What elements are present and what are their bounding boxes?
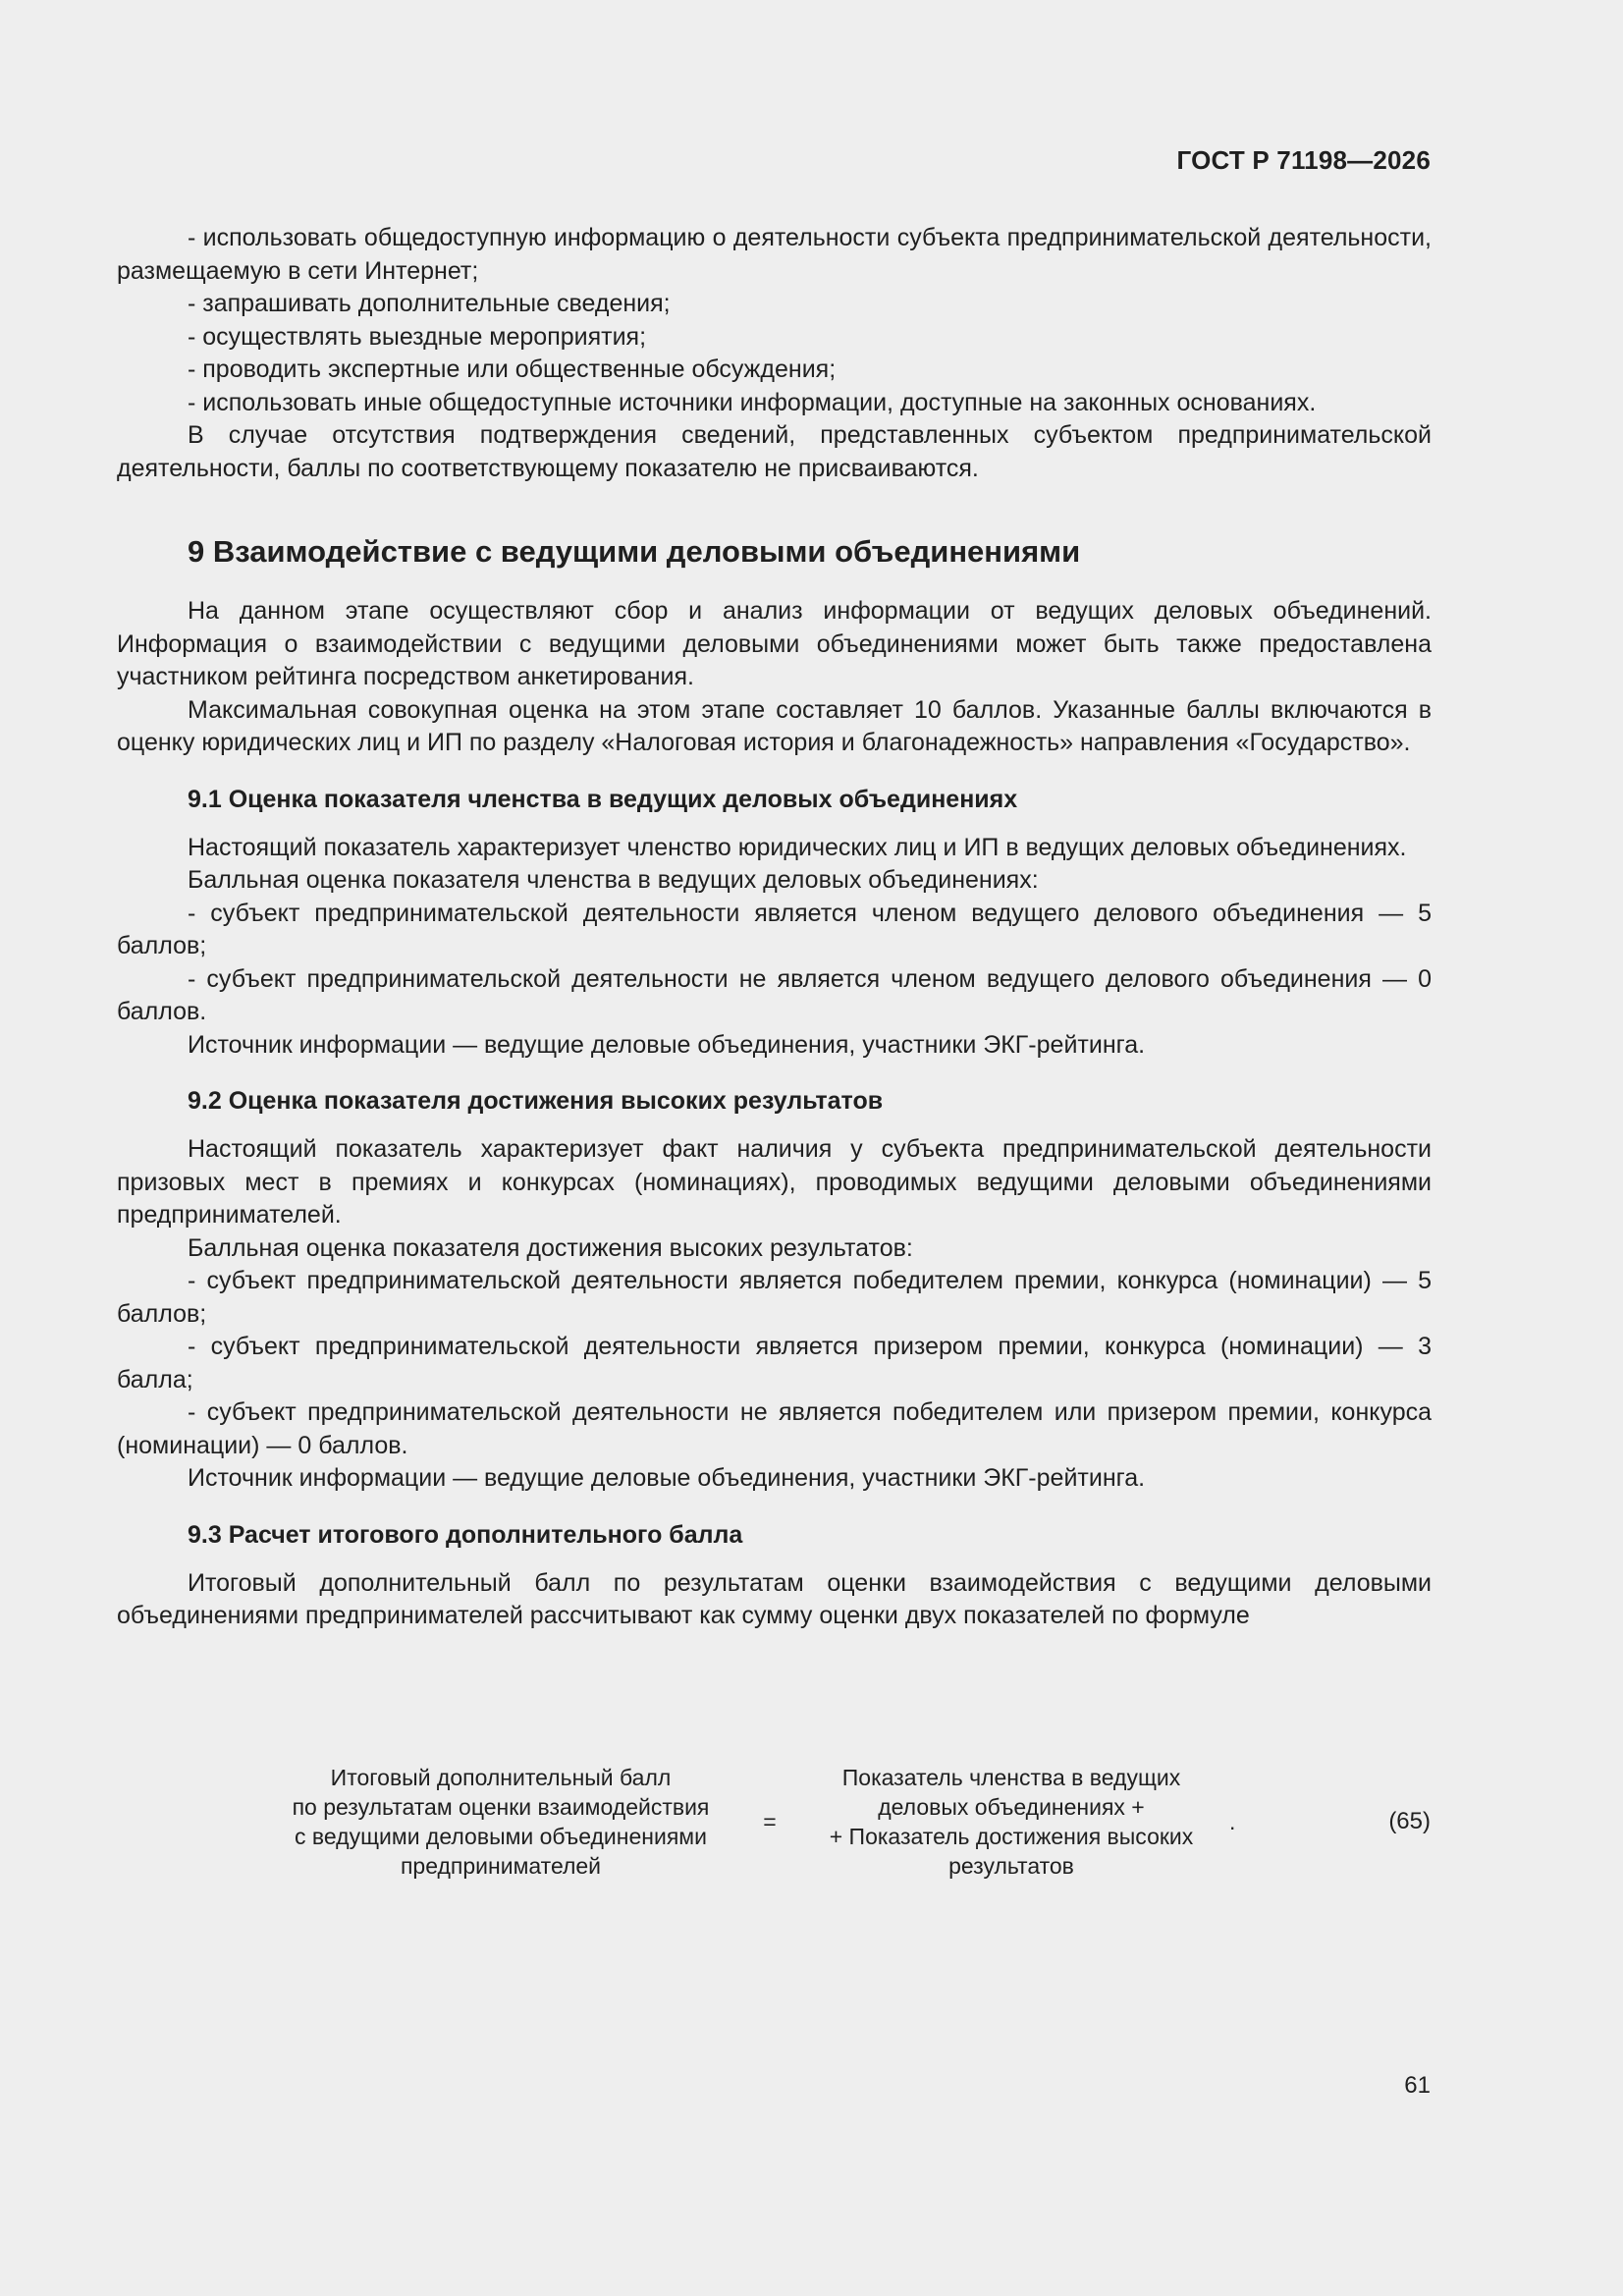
- document-code: ГОСТ Р 71198—2026: [1176, 145, 1431, 175]
- formula-right-side: [795, 1763, 1227, 1881]
- paragraph: Источник информации — ведущие деловые объединения, участники ЭКГ-рейтинга.: [188, 1030, 1146, 1059]
- list-item: - субъект предпринимательской деятельности является членом ведущего делового объединения — 5 баллов;: [117, 899, 1432, 959]
- formula-right-line: + Показатель достижения высоких: [829, 1824, 1194, 1849]
- list-item: - субъект предпринимательской деятельности является победителем премии, конкурса (номинации) — 5 баллов;: [117, 1267, 1432, 1328]
- formula-right-line: результатов: [948, 1853, 1074, 1879]
- formula-equals: =: [763, 1809, 777, 1834]
- subsection-heading: 9.3 Расчет итогового дополнительного балла: [188, 1520, 743, 1549]
- formula-terminator: .: [1229, 1809, 1236, 1834]
- paragraph: Настоящий показатель характеризует факт наличия у субъекта предпринимательской деятельности призовых мест в премиях и конкурсах (номинациях), проводимых ведущими деловыми объединениями предпринимателей.: [117, 1135, 1432, 1229]
- formula-right-line: Показатель членства в ведущих: [841, 1765, 1181, 1790]
- paragraph: Источник информации — ведущие деловые объединения, участники ЭКГ-рейтинга.: [188, 1464, 1146, 1492]
- paragraph: Балльная оценка показателя достижения высоких результатов:: [188, 1233, 913, 1262]
- paragraph: Итоговый дополнительный балл по результатам оценки взаимодействия с ведущими деловыми объединениями предпринимателей рассчитывают как сумму оценки двух показателей по формуле: [117, 1568, 1432, 1629]
- formula-left-line: с ведущими деловыми объединениями: [295, 1824, 707, 1849]
- formula-right-line: деловых объединениях +: [878, 1794, 1145, 1820]
- list-item: - проводить экспертные или общественные обсуждения;: [188, 355, 837, 383]
- list-item: - осуществлять выездные мероприятия;: [188, 322, 647, 351]
- section-heading: 9 Взаимодействие с ведущими деловыми объединениями: [188, 534, 1081, 569]
- page-number: 61: [1404, 2072, 1431, 2099]
- list-item: - субъект предпринимательской деятельности не является членом ведущего делового объединения — 0 баллов.: [117, 964, 1432, 1025]
- paragraph: На данном этапе осуществляют сбор и анализ информации от ведущих деловых объединений. Информация о взаимодействии с ведущими деловыми объединениями может быть также предоставлена участником рейтинга посредством анкетирования.: [117, 597, 1432, 690]
- subsection-heading: 9.1 Оценка показателя членства в ведущих деловых объединениях: [188, 785, 1018, 813]
- formula-left-line: Итоговый дополнительный балл: [330, 1765, 672, 1790]
- formula-left-side: [265, 1763, 736, 1881]
- paragraph: Балльная оценка показателя членства в ведущих деловых объединениях:: [188, 866, 1039, 894]
- list-item: - субъект предпринимательской деятельности является призером премии, конкурса (номинации) — 3 балла;: [117, 1333, 1432, 1394]
- list-item: - субъект предпринимательской деятельности не является победителем или призером премии, конкурса (номинации) — 0 баллов.: [117, 1398, 1432, 1459]
- paragraph: В случае отсутствия подтверждения сведений, представленных субъектом предпринимательской деятельности, баллы по соответствующему показателю не присваиваются.: [117, 421, 1432, 482]
- page-content: [117, 222, 1432, 1633]
- list-item: - использовать общедоступную информацию о деятельности субъекта предпринимательской деятельности, размещаемую в сети Интернет;: [117, 224, 1432, 285]
- paragraph: Максимальная совокупная оценка на этом этапе составляет 10 баллов. Указанные баллы включаются в оценку юридических лиц и ИП по разделу «Налоговая история и благонадежность» направления «Государство».: [117, 695, 1432, 756]
- subsection-heading: 9.2 Оценка показателя достижения высоких результатов: [188, 1087, 884, 1115]
- formula-number: (65): [1388, 1808, 1431, 1834]
- formula-left-line: предпринимателей: [400, 1853, 602, 1879]
- paragraph: Настоящий показатель характеризует членство юридических лиц и ИП в ведущих деловых объединениях.: [188, 833, 1407, 861]
- list-item: - использовать иные общедоступные источники информации, доступные на законных основаниях.: [188, 388, 1317, 416]
- list-item: - запрашивать дополнительные сведения;: [188, 290, 671, 317]
- formula-left-line: по результатам оценки взаимодействия: [292, 1794, 710, 1820]
- formula-65: [0, 1763, 1623, 1890]
